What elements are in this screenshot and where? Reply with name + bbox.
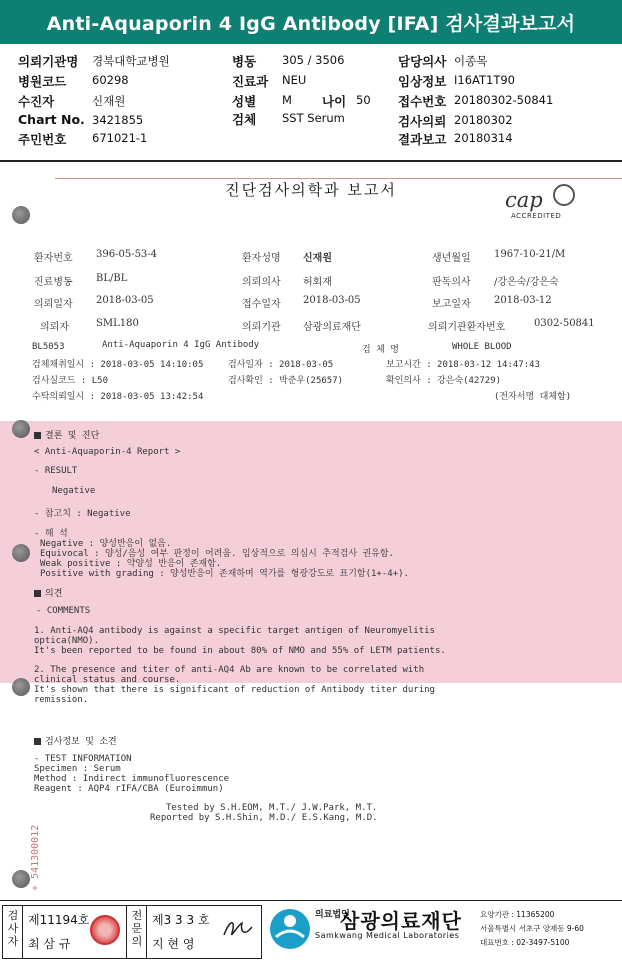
foundation-prefix: 의료법인 bbox=[315, 910, 350, 920]
comment-line: 2. The presence and titer of anti-AQ4 Ab are known to be correlated with bbox=[34, 665, 425, 675]
info-line: Specimen : Serum bbox=[34, 764, 121, 774]
header-value: 3421855 bbox=[92, 113, 144, 127]
header-label: 검체 bbox=[232, 112, 257, 127]
field-value: 신재원 bbox=[303, 253, 332, 264]
header-value: 경북대학교병원 bbox=[92, 54, 170, 68]
comments-label: - COMMENTS bbox=[36, 606, 91, 616]
header-label: 결과보고 bbox=[398, 132, 447, 147]
result-value: Negative bbox=[52, 486, 96, 496]
section-heading: 검사정보 및 소견 bbox=[34, 734, 117, 747]
header-value: 이종목 bbox=[454, 54, 488, 68]
tested-by: Tested by S.H.EOM, M.T./ J.W.Park, M.T. bbox=[166, 803, 378, 813]
field-label: 환자번호 bbox=[34, 253, 73, 264]
field-label: 의뢰일자 bbox=[34, 299, 73, 310]
field-value: /강은숙/강은숙 bbox=[494, 277, 559, 288]
meta-line: 검사확인 : 박준우(25657) bbox=[228, 376, 344, 386]
test-name: Anti-Aquaporin 4 IgG Antibody bbox=[102, 340, 260, 350]
handwritten-signature-icon bbox=[220, 915, 256, 943]
foundation-name: 삼광의료재단 bbox=[340, 909, 462, 933]
field-value: 396-05-53-4 bbox=[96, 249, 158, 260]
field-value: 2018-03-05 bbox=[303, 295, 361, 306]
field-label: 생년월일 bbox=[432, 253, 471, 264]
signer-name: 최 삼 규 bbox=[28, 937, 71, 951]
header-label: 성별 bbox=[232, 94, 257, 109]
comment-line: It's shown that there is significant of reduction of Antibody titer during bbox=[34, 685, 435, 695]
field-label: 의뢰기관 bbox=[242, 322, 281, 333]
test-code: BL5053 bbox=[32, 342, 65, 352]
header-label: 임상정보 bbox=[398, 74, 447, 89]
field-value: 2018-03-12 bbox=[494, 295, 552, 306]
cap-logo-text: cap bbox=[505, 188, 543, 212]
field-label: 의뢰의사 bbox=[242, 277, 281, 288]
header-value: 671021-1 bbox=[92, 131, 148, 145]
header-value: 20180302-50841 bbox=[454, 93, 554, 107]
role-label: 전문의 bbox=[131, 909, 143, 948]
footer bbox=[0, 900, 622, 964]
institution-code: 요양기관 : 11365200 bbox=[480, 910, 555, 919]
phone-number: 대표번호 : 02-3497-5100 bbox=[480, 938, 570, 947]
punch-hole-icon bbox=[12, 870, 30, 888]
specimen-value: WHOLE BLOOD bbox=[452, 342, 512, 352]
report-title: Anti-Aquaporin 4 IgG Antibody [IFA] 검사결과보고서 bbox=[0, 0, 622, 44]
field-label: 의뢰자 bbox=[40, 322, 69, 333]
field-label: 의뢰기관환자번호 bbox=[428, 322, 506, 333]
header-value: 50 bbox=[356, 93, 371, 107]
interpretation-line: Equivocal : 양성/음성 여부 판정이 어려움. 임상적으로 의심시 추적검사 권유함. bbox=[40, 549, 394, 559]
field-label: 보고일자 bbox=[432, 299, 471, 310]
divider bbox=[126, 905, 127, 959]
foundation-name-en: Samkwang Medical Laboratories bbox=[315, 931, 460, 940]
header-value: 20180314 bbox=[454, 131, 513, 145]
header-value: 305 / 3506 bbox=[282, 53, 345, 67]
bullet-icon bbox=[34, 590, 41, 597]
esign-note: (전자서명 대체함) bbox=[494, 392, 572, 402]
license-number: 제3 3 3 호 bbox=[152, 913, 210, 927]
header-label: Chart No. bbox=[18, 112, 85, 127]
cap-badge-icon bbox=[553, 184, 575, 206]
header-label: 검사의뢰 bbox=[398, 114, 447, 129]
info-line: - TEST INFORMATION bbox=[34, 754, 132, 764]
meta-line: 검사실코드 : L50 bbox=[32, 376, 108, 386]
reported-by: Reported by S.H.Shin, M.D./ E.S.Kang, M.D. bbox=[150, 813, 378, 823]
header-value: 60298 bbox=[92, 73, 129, 87]
header-value: NEU bbox=[282, 73, 307, 87]
interpretation-line: Negative : 양성반응이 없음. bbox=[40, 539, 172, 549]
field-label: 진료병동 bbox=[34, 277, 73, 288]
info-line: Reagent : AQP4 rIFA/CBA (Euroimmun) bbox=[34, 784, 224, 794]
header-label: 병동 bbox=[232, 54, 257, 69]
meta-line: 검체채취일시 : 2018-03-05 14:10:05 bbox=[32, 360, 204, 370]
sml-logo-icon bbox=[268, 907, 312, 951]
header-value: M bbox=[282, 93, 292, 107]
meta-line: 확인의사 : 강은숙(42729) bbox=[386, 376, 502, 386]
punch-hole-icon bbox=[12, 678, 30, 696]
meta-line: 검사일자 : 2018-03-05 bbox=[228, 360, 334, 370]
field-value: SML180 bbox=[96, 318, 139, 329]
field-value: 2018-03-05 bbox=[96, 295, 154, 306]
field-value: 0302-50841 bbox=[534, 318, 595, 329]
role-label: 검사자 bbox=[7, 909, 19, 948]
doc-title: 진단검사의학과 보고서 bbox=[225, 181, 397, 199]
header-value: I16AT1T90 bbox=[454, 73, 515, 87]
divider bbox=[22, 905, 23, 959]
punch-hole-icon bbox=[12, 544, 30, 562]
field-label: 판독의사 bbox=[432, 277, 471, 288]
meta-line: 수탁의뢰일시 : 2018-03-05 13:42:54 bbox=[32, 392, 204, 402]
header-value: 20180302 bbox=[454, 113, 513, 127]
bullet-icon bbox=[34, 738, 41, 745]
header-label: 수진자 bbox=[18, 94, 55, 109]
header-value: SST Serum bbox=[282, 111, 345, 125]
comment-line: It's been reported to be found in about 80% of NMO and 55% of LETM patients. bbox=[34, 646, 446, 656]
patient-header bbox=[0, 44, 622, 162]
section-heading: 의견 bbox=[34, 586, 62, 599]
header-label: 진료과 bbox=[232, 74, 269, 89]
header-value: 신재원 bbox=[92, 94, 126, 108]
header-label: 접수번호 bbox=[398, 94, 447, 109]
punch-hole-icon bbox=[12, 420, 30, 438]
header-label: 의뢰기관명 bbox=[18, 54, 79, 69]
report-name: < Anti-Aquaporin-4 Report > bbox=[34, 447, 181, 457]
interpretation-line: Positive with grading : 양성반응이 존재하며 역가를 형광강도로 표기함(1+-4+). bbox=[40, 569, 409, 579]
divider bbox=[146, 905, 147, 959]
specimen-label: 검 체 명 bbox=[362, 345, 399, 355]
header-label: 병원코드 bbox=[18, 74, 67, 89]
scanned-report bbox=[0, 166, 622, 896]
address: 서울특별시 서초구 양재동 9-60 bbox=[480, 924, 584, 933]
comment-line: 1. Anti-AQ4 antibody is against a specific target antigen of Neuromyelitis bbox=[34, 626, 435, 636]
vertical-barcode-number: + 541300012 bbox=[30, 824, 41, 891]
comment-line: optica(NMO). bbox=[34, 636, 100, 646]
field-value: BL/BL bbox=[96, 273, 128, 284]
header-label: 주민번호 bbox=[18, 132, 67, 147]
info-line: Method : Indirect immunofluorescence bbox=[34, 774, 230, 784]
license-number: 제11194호 bbox=[28, 913, 90, 927]
interpretation-line: Weak positive : 약양성 반응이 존재함. bbox=[40, 559, 222, 569]
field-label: 접수일자 bbox=[242, 299, 281, 310]
meta-line: 보고시간 : 2018-03-12 14:47:43 bbox=[386, 360, 540, 370]
result-label: - RESULT bbox=[34, 466, 78, 476]
bullet-icon bbox=[34, 432, 41, 439]
comment-line: clinical status and course. bbox=[34, 675, 181, 685]
field-label: 환자성명 bbox=[242, 253, 281, 264]
section-heading: 결론 및 진단 bbox=[34, 428, 99, 441]
interpretation-label: - 해 석 bbox=[34, 529, 68, 539]
seal-stamp-icon bbox=[90, 915, 120, 945]
header-label: 담당의사 bbox=[398, 54, 447, 69]
signer-name: 지 현 영 bbox=[152, 937, 195, 951]
header-label: 나이 bbox=[322, 94, 347, 109]
punch-hole-icon bbox=[12, 206, 30, 224]
cap-accredited-logo bbox=[505, 184, 585, 222]
field-value: 허회재 bbox=[303, 277, 332, 288]
field-value: 삼광의료재단 bbox=[303, 322, 361, 333]
cap-logo-sub: ACCREDITED bbox=[511, 212, 562, 220]
reference-line: - 참고치 : Negative bbox=[34, 509, 131, 519]
field-value: 1967-10-21/M bbox=[494, 249, 566, 260]
comment-line: remission. bbox=[34, 695, 89, 705]
